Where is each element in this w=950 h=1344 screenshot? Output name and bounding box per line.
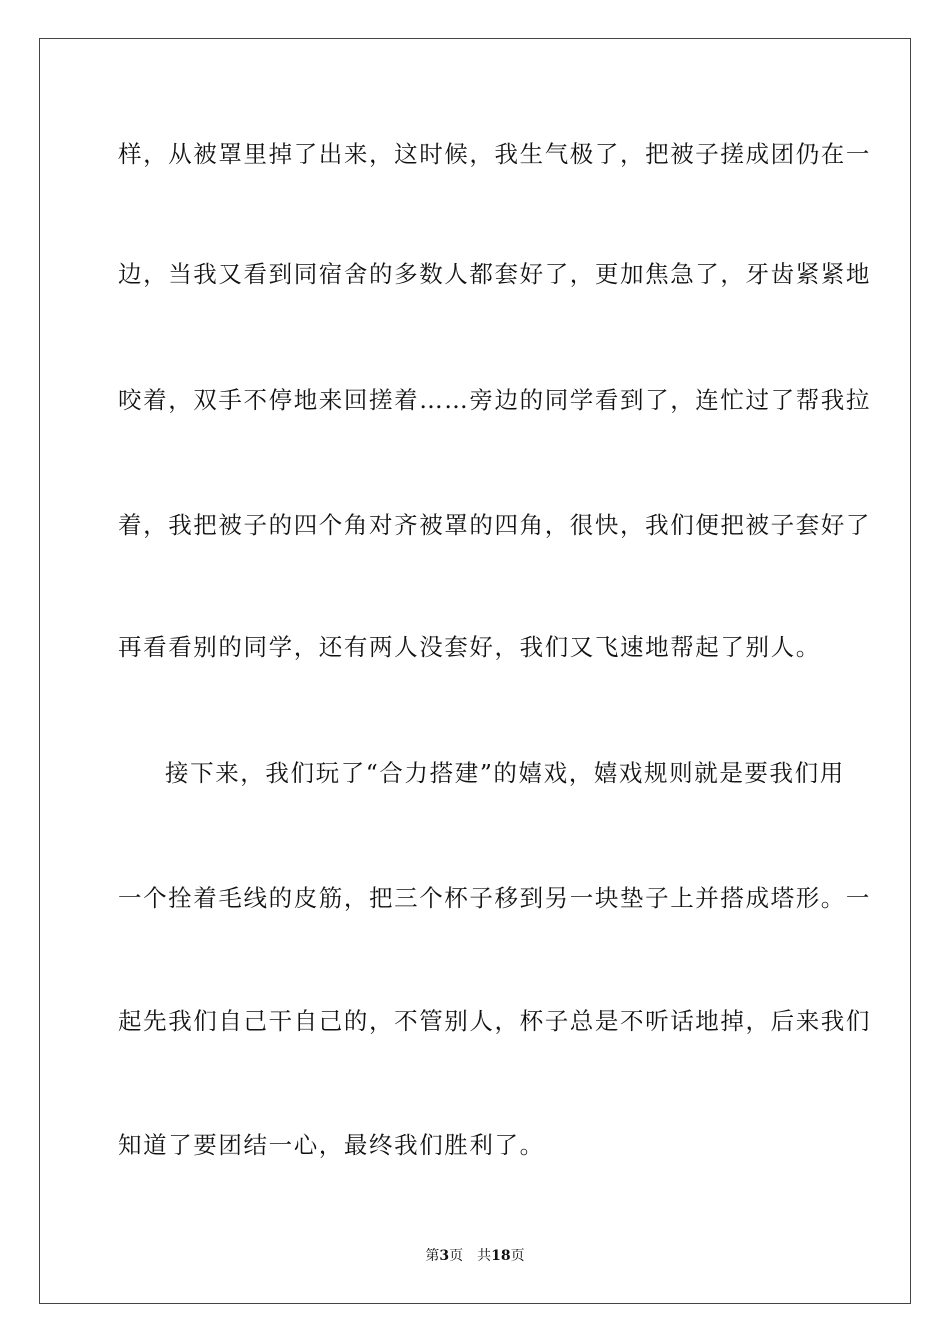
- body-text-line-3: 咬着，双手不停地来回搓着……旁边的同学看到了，连忙过了帮我拉: [118, 386, 871, 414]
- total-pages: 18: [491, 1248, 511, 1264]
- total-suffix: 页: [510, 1248, 525, 1264]
- body-text-line-1: 样，从被罩里掉了出来，这时候，我生气极了，把被子搓成团仍在一: [118, 140, 871, 168]
- body-text-line-4: 着，我把被子的四个角对齐被罩的四角，很快，我们便把被子套好了: [118, 511, 871, 539]
- page-footer: [0, 1247, 950, 1265]
- body-text-line-9: 知道了要团结一心，最终我们胜利了。: [118, 1131, 545, 1159]
- page-prefix: 第: [425, 1248, 440, 1264]
- body-text-line-6-paragraph-start: 接下来，我们玩了“合力搭建”的嬉戏，嬉戏规则就是要我们用: [165, 759, 845, 787]
- page-number: 3: [439, 1248, 450, 1264]
- body-text-line-8: 起先我们自己干自己的，不管别人，杯子总是不听话地掉，后来我们: [118, 1007, 871, 1035]
- page-border: [39, 38, 911, 1304]
- total-prefix: 共: [477, 1248, 492, 1264]
- body-text-line-7: 一个拴着毛线的皮筋，把三个杯子移到另一块垫子上并搭成塔形。一: [118, 884, 871, 912]
- body-text-line-2: 边，当我又看到同宿舍的多数人都套好了，更加焦急了，牙齿紧紧地: [118, 260, 871, 288]
- page-suffix: 页: [449, 1248, 464, 1264]
- body-text-line-5: 再看看别的同学，还有两人没套好，我们又飞速地帮起了别人。: [118, 633, 821, 661]
